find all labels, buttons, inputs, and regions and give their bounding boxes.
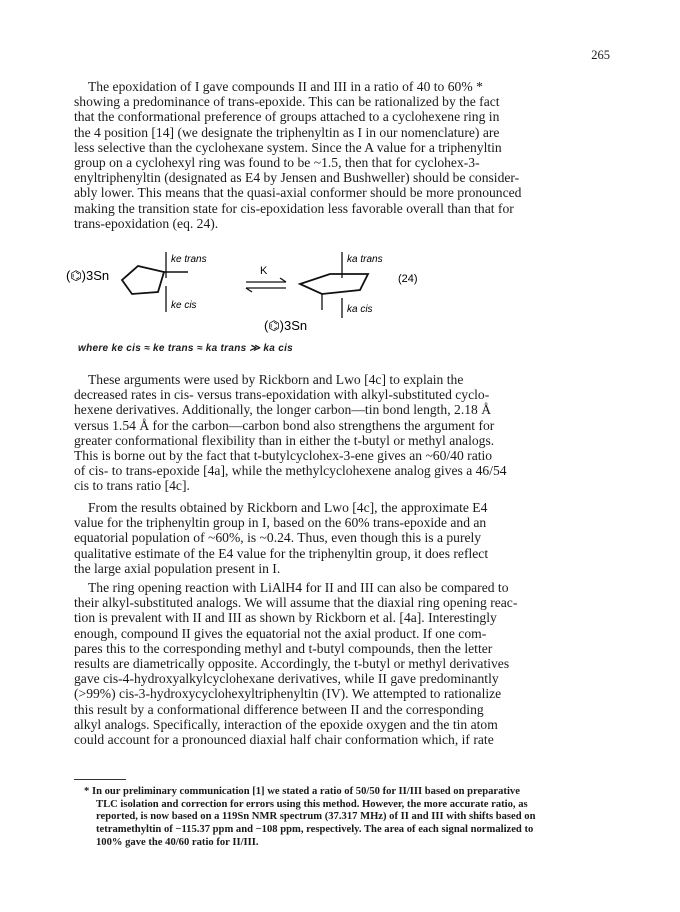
footnote	[84, 786, 596, 850]
text-line: could account for a pronounced diaxial half chair conformation which, if rate	[74, 732, 494, 748]
footnote-line: tetramethyltin of −115.37 ppm and −108 ppm, respectively. The area of each signal normalized to	[96, 824, 534, 836]
text-line: their alkyl-substituted analogs. We will assume that the diaxial ring opening reac-	[74, 595, 518, 611]
text-line: versus 1.54 Å for the carbon—carbon bond also strengthens the argument for	[74, 417, 495, 433]
ka-cis-label: ka cis	[347, 304, 373, 315]
text-line: this result by a conformational difference between II and the corresponding	[74, 701, 484, 717]
text-line: decreased rates in cis- versus trans-epoxidation with alkyl-substituted cyclo-	[74, 387, 490, 403]
footnote-line: TLC isolation and correction for errors using this method. However, the more accurate ratio, as	[96, 798, 528, 810]
triphenyltin-group-right: (⌬)3Sn	[264, 318, 308, 333]
ka-trans-label: ka trans	[347, 254, 383, 265]
text-line: hexene derivatives. Additionally, the longer carbon—tin bond length, 2.18 Å	[74, 402, 492, 418]
text-line: tion is prevalent with II and III as shown by Rickborn et al. [4a]. Interestingly	[74, 610, 497, 626]
text-line: that the conformational preference of groups attached to a cyclohexene ring in	[74, 109, 500, 125]
text-line: results are diametrically opposite. Accordingly, the t-butyl or methyl derivatives	[74, 656, 510, 672]
text-line: greater conformational flexibility than in either the t-butyl or methyl analogs.	[74, 432, 495, 448]
paragraph-rickborn-arguments	[74, 372, 630, 494]
paragraph-epoxidation	[74, 79, 630, 231]
text-line: (>99%) cis-3-hydroxycyclohexyltriphenyltin (IV). We attempted to rationalize	[74, 686, 502, 702]
text-line: alkyl analogs. Specifically, interaction of the epoxide oxygen and the tin atom	[74, 716, 498, 732]
paragraph-e4-value	[74, 500, 630, 576]
paragraph-ring-opening	[74, 580, 630, 747]
text-line: The ring opening reaction with LiAlH4 for II and III can also be compared to	[88, 580, 509, 595]
footnote-divider	[74, 779, 126, 780]
text-line: ably lower. This means that the quasi-axial conformer should be more pronounced	[74, 185, 522, 201]
cyclohexene-ring-left	[122, 266, 164, 294]
footnote-line: 100% gave the 40/60 ratio for II/III.	[96, 836, 259, 848]
text-line: the 4 position [14] (we designate the triphenyltin as I in our nomenclature) are	[74, 124, 500, 140]
text-line: equatorial population of ~60%, is ~0.24. Thus, even though this is a purely	[74, 530, 482, 546]
text-line: These arguments were used by Rickborn and Lwo [4c] to explain the	[88, 372, 464, 387]
footnote-line: reported, is now based on a 119Sn NMR spectrum (37.317 MHz) of II and III with shifts based on	[96, 811, 536, 823]
text-line: From the results obtained by Rickborn and Lwo [4c], the approximate E4	[88, 500, 488, 515]
text-line: group on a cyclohexyl ring was found to be ~1.5, then that for cyclohex-3-	[74, 155, 480, 171]
triphenyltin-group-left: (⌬)3Sn	[66, 268, 110, 283]
footnote-line: * In our preliminary communication [1] we stated a ratio of 50/50 for II/III based on preparative	[84, 786, 520, 797]
text-line: the large axial population present in I.	[74, 560, 281, 576]
text-line: cis to trans ratio [4c].	[74, 478, 190, 494]
text-line: pares this to the corresponding methyl and t-butyl compounds, then the letter	[74, 640, 493, 656]
equilibrium-k-label: K	[260, 265, 268, 277]
text-line: This is borne out by the fact that t-butylcyclohex-3-ene gives an ~60/40 ratio	[74, 448, 493, 464]
text-line: less selective than the cyclohexane system. Since the A value for a triphenyltin	[74, 139, 502, 155]
equation-number: (24)	[398, 273, 418, 285]
text-line: The epoxidation of I gave compounds II and III in a ratio of 40 to 60% *	[88, 79, 483, 94]
text-line: value for the triphenyltin group in I, based on the 60% trans-epoxide and an	[74, 515, 487, 531]
ke-cis-label: ke cis	[171, 300, 197, 311]
text-line: enough, compound II gives the equatorial not the axial product. If one com-	[74, 625, 487, 641]
cyclohexene-ring-right	[300, 274, 368, 294]
text-line: trans-epoxidation (eq. 24).	[74, 215, 219, 231]
page-number: 265	[591, 48, 610, 62]
text-line: gave cis-4-hydroxyalkylcyclohexane derivatives, while II gave predominantly	[74, 671, 499, 687]
rate-relation: where ke cis ≈ ke trans ≈ ka trans ≫ ka cis	[78, 343, 294, 354]
text-line: showing a predominance of trans-epoxide. This can be rationalized by the fact	[74, 94, 500, 110]
ke-trans-label: ke trans	[171, 254, 207, 265]
text-line: qualitative estimate of the E4 value for the triphenyltin group, it does reflect	[74, 545, 489, 561]
text-line: enyltriphenyltin (designated as E4 by Jensen and Bushweller) should be consider-	[74, 170, 520, 186]
text-line: of cis- to trans-epoxide [4a], while the methylcyclohexene analog gives a 46/54	[74, 463, 507, 479]
text-line: making the transition state for cis-epoxidation less favorable overall than that for	[74, 200, 514, 216]
reaction-scheme-24	[60, 250, 620, 345]
